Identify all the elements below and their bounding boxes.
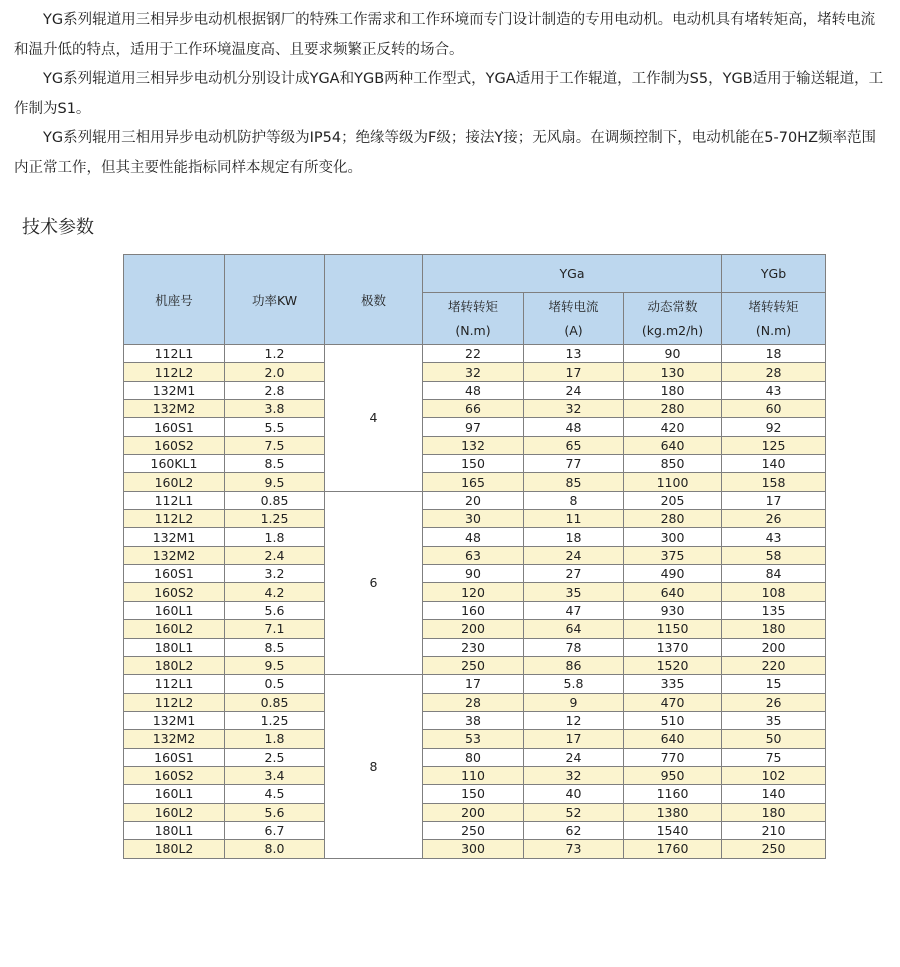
table-row: [124, 693, 826, 711]
cell-power: 2.0: [225, 363, 325, 381]
table-row: [124, 840, 826, 858]
table-row: [124, 546, 826, 564]
cell-power: 1.25: [225, 510, 325, 528]
cell-ygb-torque: 250: [722, 840, 826, 858]
cell-ygb-torque: 180: [722, 620, 826, 638]
cell-ygb-torque: 135: [722, 601, 826, 619]
cell-yga-torque: 48: [423, 381, 524, 399]
table-row: [124, 491, 826, 509]
cell-yga-torque: 200: [423, 620, 524, 638]
header-power: 功率KW: [225, 255, 325, 345]
cell-power: 5.6: [225, 803, 325, 821]
header-yga-dynamic: [624, 293, 722, 345]
table-row: [124, 656, 826, 674]
cell-frame: 180L2: [124, 840, 225, 858]
cell-power: 8.5: [225, 638, 325, 656]
cell-frame: 112L1: [124, 345, 225, 363]
cell-yga-torque: 250: [423, 821, 524, 839]
header-poles: 极数: [325, 255, 423, 345]
cell-power: 5.6: [225, 601, 325, 619]
cell-yga-dynamic: 1760: [624, 840, 722, 858]
cell-yga-current: 40: [524, 785, 624, 803]
cell-yga-current: 5.8: [524, 675, 624, 693]
cell-yga-torque: 66: [423, 400, 524, 418]
cell-poles: 6: [325, 491, 423, 674]
cell-frame: 160L1: [124, 601, 225, 619]
table-row: [124, 748, 826, 766]
intro-paragraph-2: YG系列辊道用三相异步电动机分别设计成YGA和YGB两种工作型式，YGA适用于工作辊道，工作制为S5，YGB适用于输送辊道，工作制为S1。: [14, 71, 884, 117]
cell-yga-torque: 150: [423, 455, 524, 473]
cell-yga-current: 12: [524, 711, 624, 729]
cell-power: 3.2: [225, 565, 325, 583]
cell-yga-dynamic: 930: [624, 601, 722, 619]
cell-yga-torque: 250: [423, 656, 524, 674]
cell-yga-torque: 230: [423, 638, 524, 656]
cell-power: 9.5: [225, 656, 325, 674]
cell-yga-dynamic: 1540: [624, 821, 722, 839]
section-title: 技术参数: [22, 217, 94, 238]
cell-yga-current: 13: [524, 345, 624, 363]
cell-yga-torque: 300: [423, 840, 524, 858]
cell-frame: 160S2: [124, 583, 225, 601]
cell-yga-dynamic: 375: [624, 546, 722, 564]
cell-power: 6.7: [225, 821, 325, 839]
cell-yga-dynamic: 640: [624, 730, 722, 748]
cell-frame: 160L2: [124, 803, 225, 821]
table-body: [124, 345, 826, 859]
cell-yga-torque: 200: [423, 803, 524, 821]
cell-power: 4.2: [225, 583, 325, 601]
cell-poles: 8: [325, 675, 423, 858]
cell-yga-dynamic: 1150: [624, 620, 722, 638]
table-row: [124, 766, 826, 784]
cell-yga-current: 17: [524, 730, 624, 748]
cell-power: 1.8: [225, 528, 325, 546]
cell-yga-dynamic: 640: [624, 436, 722, 454]
cell-yga-current: 64: [524, 620, 624, 638]
header-yga-current-label: 堵转电流: [548, 298, 599, 314]
cell-frame: 180L1: [124, 821, 225, 839]
tech-spec-table: [123, 254, 826, 859]
header-yga-torque-label: 堵转转矩: [447, 298, 498, 314]
cell-frame: 132M1: [124, 528, 225, 546]
cell-frame: 160S1: [124, 418, 225, 436]
cell-frame: 132M2: [124, 400, 225, 418]
cell-ygb-torque: 140: [722, 785, 826, 803]
cell-frame: 132M1: [124, 711, 225, 729]
table-row: [124, 785, 826, 803]
cell-power: 7.5: [225, 436, 325, 454]
cell-ygb-torque: 50: [722, 730, 826, 748]
cell-ygb-torque: 26: [722, 510, 826, 528]
cell-yga-current: 11: [524, 510, 624, 528]
table-row: [124, 345, 826, 363]
table-row: [124, 400, 826, 418]
table-row: [124, 675, 826, 693]
table-row: [124, 455, 826, 473]
cell-yga-current: 78: [524, 638, 624, 656]
cell-power: 8.0: [225, 840, 325, 858]
cell-yga-dynamic: 770: [624, 748, 722, 766]
cell-ygb-torque: 15: [722, 675, 826, 693]
cell-yga-current: 47: [524, 601, 624, 619]
table-row: [124, 436, 826, 454]
table-row: [124, 730, 826, 748]
cell-frame: 112L1: [124, 675, 225, 693]
table-row: [124, 510, 826, 528]
cell-ygb-torque: 108: [722, 583, 826, 601]
cell-frame: 180L1: [124, 638, 225, 656]
cell-ygb-torque: 84: [722, 565, 826, 583]
cell-yga-torque: 150: [423, 785, 524, 803]
table-row: [124, 803, 826, 821]
cell-yga-dynamic: 1520: [624, 656, 722, 674]
cell-yga-torque: 20: [423, 491, 524, 509]
intro-paragraph-3: YG系列辊用三相用异步电动机防护等级为IP54；绝缘等级为F级；接法Y接；无风扇。在调频控制下，电动机能在5-70HZ频率范围内正常工作，但其主要性能指标同样本规定有所变化。: [14, 130, 877, 176]
cell-yga-dynamic: 280: [624, 400, 722, 418]
cell-yga-torque: 32: [423, 363, 524, 381]
cell-frame: 160L2: [124, 473, 225, 491]
cell-power: 5.5: [225, 418, 325, 436]
header-frame: 机座号: [124, 255, 225, 345]
cell-yga-dynamic: 950: [624, 766, 722, 784]
cell-frame: 160L1: [124, 785, 225, 803]
cell-yga-torque: 90: [423, 565, 524, 583]
cell-frame: 112L2: [124, 693, 225, 711]
cell-frame: 160S1: [124, 565, 225, 583]
cell-yga-dynamic: 1160: [624, 785, 722, 803]
cell-yga-torque: 22: [423, 345, 524, 363]
header-ygb-torque: [722, 293, 826, 345]
table-row: [124, 711, 826, 729]
cell-power: 2.5: [225, 748, 325, 766]
cell-power: 0.5: [225, 675, 325, 693]
cell-frame: 160L2: [124, 620, 225, 638]
cell-yga-torque: 17: [423, 675, 524, 693]
cell-power: 2.8: [225, 381, 325, 399]
cell-power: 7.1: [225, 620, 325, 638]
table-row: [124, 473, 826, 491]
cell-yga-torque: 28: [423, 693, 524, 711]
cell-yga-dynamic: 420: [624, 418, 722, 436]
cell-yga-current: 18: [524, 528, 624, 546]
cell-frame: 112L1: [124, 491, 225, 509]
cell-yga-dynamic: 850: [624, 455, 722, 473]
cell-yga-torque: 48: [423, 528, 524, 546]
cell-yga-current: 52: [524, 803, 624, 821]
cell-yga-current: 48: [524, 418, 624, 436]
cell-yga-dynamic: 205: [624, 491, 722, 509]
cell-power: 1.25: [225, 711, 325, 729]
cell-yga-current: 17: [524, 363, 624, 381]
cell-ygb-torque: 43: [722, 528, 826, 546]
cell-ygb-torque: 220: [722, 656, 826, 674]
cell-yga-torque: 132: [423, 436, 524, 454]
cell-frame: 132M2: [124, 546, 225, 564]
cell-yga-torque: 160: [423, 601, 524, 619]
cell-yga-current: 86: [524, 656, 624, 674]
cell-frame: 160KL1: [124, 455, 225, 473]
cell-ygb-torque: 102: [722, 766, 826, 784]
cell-yga-dynamic: 490: [624, 565, 722, 583]
cell-ygb-torque: 60: [722, 400, 826, 418]
cell-yga-dynamic: 1370: [624, 638, 722, 656]
cell-yga-torque: 53: [423, 730, 524, 748]
cell-yga-dynamic: 180: [624, 381, 722, 399]
cell-yga-current: 8: [524, 491, 624, 509]
table-row: [124, 565, 826, 583]
cell-yga-torque: 110: [423, 766, 524, 784]
cell-ygb-torque: 43: [722, 381, 826, 399]
cell-power: 8.5: [225, 455, 325, 473]
cell-frame: 132M1: [124, 381, 225, 399]
table-row: [124, 418, 826, 436]
header-yga-current-unit: (A): [564, 322, 583, 338]
cell-frame: 160S2: [124, 766, 225, 784]
cell-ygb-torque: 28: [722, 363, 826, 381]
cell-ygb-torque: 125: [722, 436, 826, 454]
cell-power: 0.85: [225, 693, 325, 711]
table-header: [124, 255, 826, 345]
cell-ygb-torque: 158: [722, 473, 826, 491]
cell-yga-torque: 165: [423, 473, 524, 491]
cell-ygb-torque: 58: [722, 546, 826, 564]
table-row: [124, 528, 826, 546]
cell-frame: 132M2: [124, 730, 225, 748]
cell-yga-dynamic: 130: [624, 363, 722, 381]
cell-yga-dynamic: 510: [624, 711, 722, 729]
header-ygb-torque-unit: (N.m): [755, 322, 792, 338]
header-yga-current: [524, 293, 624, 345]
cell-ygb-torque: 200: [722, 638, 826, 656]
cell-power: 3.8: [225, 400, 325, 418]
cell-ygb-torque: 17: [722, 491, 826, 509]
cell-yga-current: 24: [524, 381, 624, 399]
cell-yga-dynamic: 1380: [624, 803, 722, 821]
cell-yga-current: 32: [524, 766, 624, 784]
cell-yga-current: 65: [524, 436, 624, 454]
table-row: [124, 381, 826, 399]
table-row: [124, 583, 826, 601]
cell-yga-dynamic: 300: [624, 528, 722, 546]
cell-ygb-torque: 210: [722, 821, 826, 839]
cell-yga-torque: 30: [423, 510, 524, 528]
header-ygb: YGb: [722, 255, 826, 293]
cell-frame: 180L2: [124, 656, 225, 674]
cell-yga-dynamic: 90: [624, 345, 722, 363]
cell-ygb-torque: 180: [722, 803, 826, 821]
cell-ygb-torque: 92: [722, 418, 826, 436]
cell-yga-dynamic: 335: [624, 675, 722, 693]
cell-yga-dynamic: 470: [624, 693, 722, 711]
cell-power: 0.85: [225, 491, 325, 509]
cell-yga-current: 27: [524, 565, 624, 583]
cell-power: 1.8: [225, 730, 325, 748]
cell-ygb-torque: 26: [722, 693, 826, 711]
cell-yga-torque: 63: [423, 546, 524, 564]
cell-frame: 160S1: [124, 748, 225, 766]
cell-yga-torque: 80: [423, 748, 524, 766]
cell-yga-current: 32: [524, 400, 624, 418]
table-row: [124, 821, 826, 839]
cell-poles: 4: [325, 345, 423, 492]
cell-yga-dynamic: 640: [624, 583, 722, 601]
cell-yga-torque: 38: [423, 711, 524, 729]
header-yga-torque-unit: (N.m): [455, 322, 491, 338]
cell-power: 3.4: [225, 766, 325, 784]
cell-yga-current: 73: [524, 840, 624, 858]
cell-power: 2.4: [225, 546, 325, 564]
table-row: [124, 601, 826, 619]
cell-yga-current: 9: [524, 693, 624, 711]
cell-ygb-torque: 140: [722, 455, 826, 473]
cell-yga-current: 35: [524, 583, 624, 601]
cell-yga-current: 77: [524, 455, 624, 473]
cell-power: 1.2: [225, 345, 325, 363]
cell-yga-current: 24: [524, 546, 624, 564]
cell-ygb-torque: 18: [722, 345, 826, 363]
cell-power: 4.5: [225, 785, 325, 803]
intro-text: [14, 6, 888, 183]
cell-yga-current: 62: [524, 821, 624, 839]
cell-yga-torque: 97: [423, 418, 524, 436]
header-yga-dynamic-unit: (kg.m2/h): [641, 322, 704, 338]
header-yga-torque: [423, 293, 524, 345]
cell-ygb-torque: 35: [722, 711, 826, 729]
cell-yga-torque: 120: [423, 583, 524, 601]
cell-yga-current: 85: [524, 473, 624, 491]
cell-power: 9.5: [225, 473, 325, 491]
cell-frame: 112L2: [124, 510, 225, 528]
table-row: [124, 363, 826, 381]
header-yga-dynamic-label: 动态常数: [647, 298, 698, 314]
cell-frame: 112L2: [124, 363, 225, 381]
cell-yga-dynamic: 280: [624, 510, 722, 528]
cell-frame: 160S2: [124, 436, 225, 454]
table-row: [124, 638, 826, 656]
header-yga: YGa: [423, 255, 722, 293]
header-ygb-torque-label: 堵转转矩: [748, 298, 799, 314]
cell-yga-dynamic: 1100: [624, 473, 722, 491]
intro-paragraph-1: YG系列辊道用三相异步电动机根据钢厂的特殊工作需求和工作环境而专门设计制造的专用电动机。电动机具有堵转矩高，堵转电流和温升低的特点，适用于工作环境温度高、且要求频繁正反转的场合。: [14, 12, 876, 58]
cell-ygb-torque: 75: [722, 748, 826, 766]
table-row: [124, 620, 826, 638]
cell-yga-current: 24: [524, 748, 624, 766]
